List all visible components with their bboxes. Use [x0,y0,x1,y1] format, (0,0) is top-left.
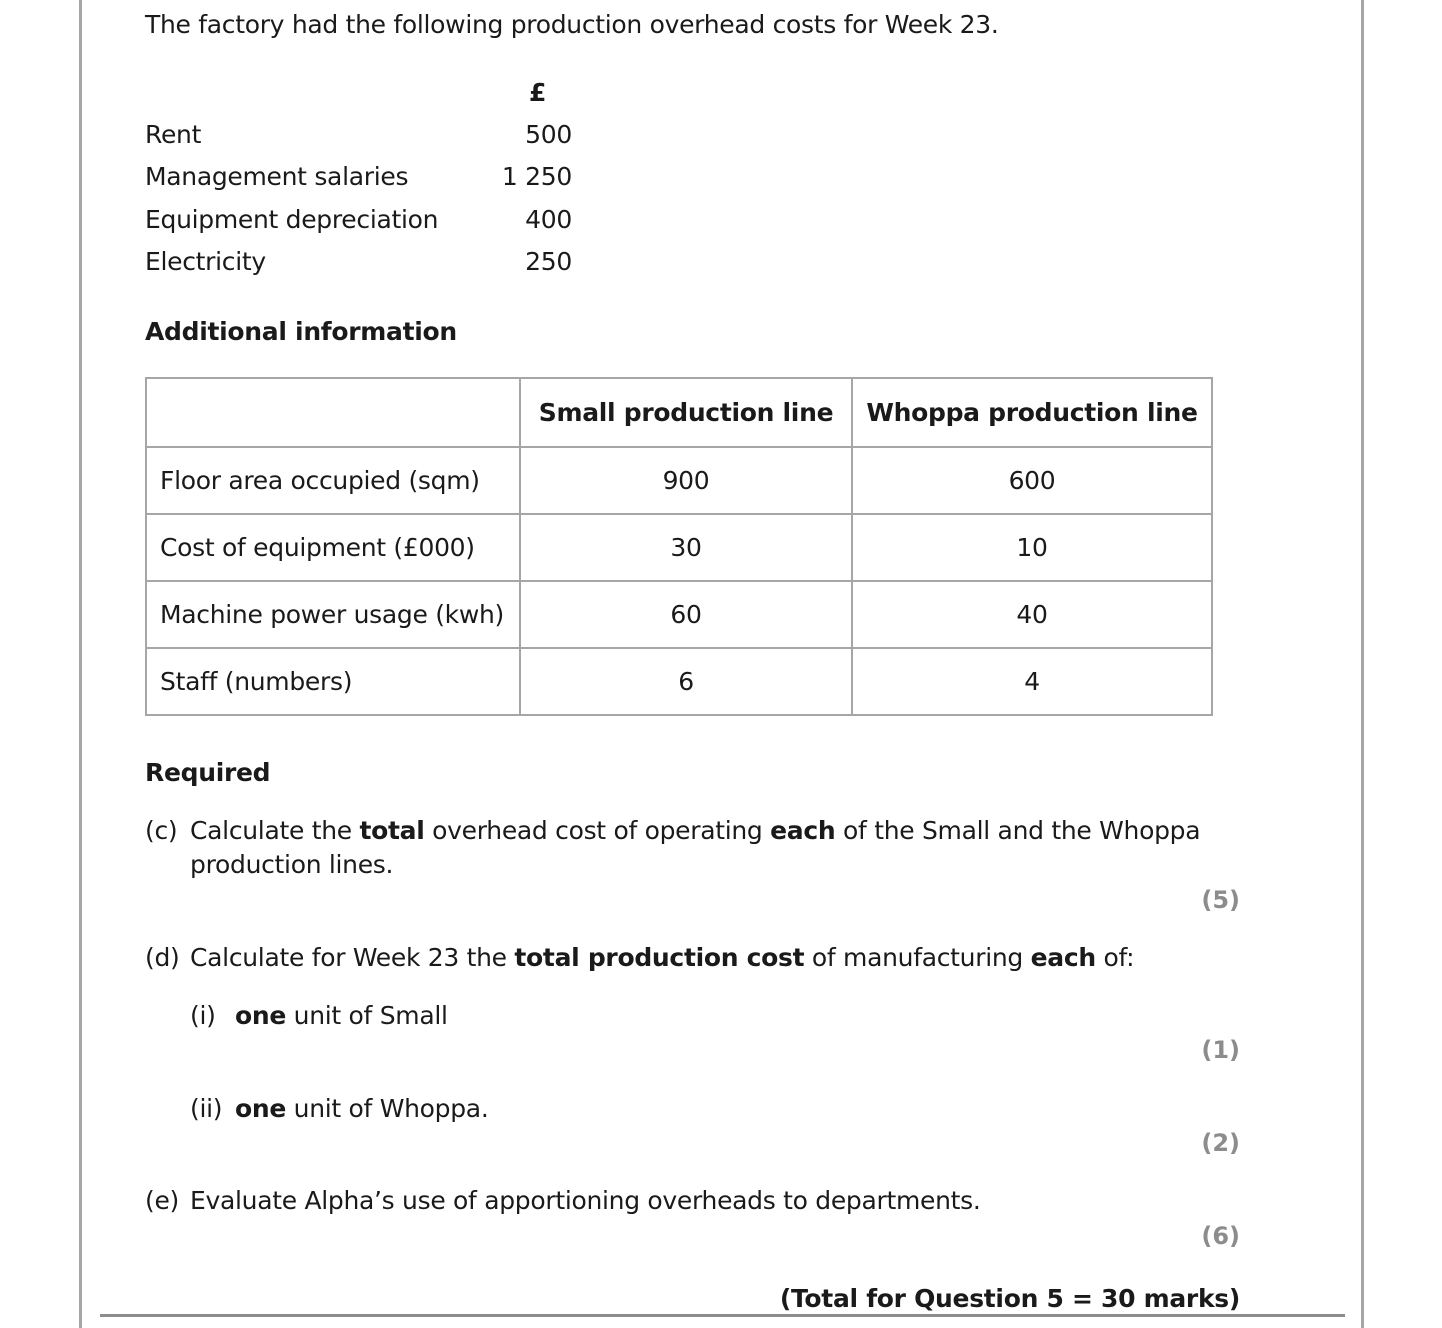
intro-text: The factory had the following production overhead costs for Week 23. [145,10,999,39]
mark-allocation: (6) [1201,1222,1240,1250]
bottom-rule [100,1314,1345,1317]
cost-value: 400 [525,205,572,234]
header-cell [146,378,520,447]
cost-label: Management salaries [145,162,409,191]
subquestion-text: one unit of Whoppa. [235,1094,489,1123]
question-text-line2: production lines. [190,850,394,879]
header-cell: Whoppa production line [852,378,1212,447]
info-table [145,377,1213,716]
subquestion-number: (ii) [190,1094,223,1123]
mark-allocation: (1) [1201,1036,1240,1064]
row-label: Staff (numbers) [146,648,520,715]
left-margin-line [79,0,82,1328]
mark-allocation: (5) [1201,886,1240,914]
question-text: Calculate the total overhead cost of operating each of the Small and the Whoppa [190,816,1201,845]
cost-label: Rent [145,120,202,149]
cell-whoppa: 4 [852,648,1212,715]
subquestion-text: one unit of Small [235,1001,448,1030]
cost-label: Equipment depreciation [145,205,439,234]
table-header-row [146,378,1212,447]
table-row [146,648,1212,715]
question-number: (c) [145,816,178,845]
question-total: (Total for Question 5 = 30 marks) [779,1284,1240,1313]
cell-small: 900 [520,447,852,514]
cell-whoppa: 600 [852,447,1212,514]
required-heading: Required [145,758,271,787]
cell-whoppa: 10 [852,514,1212,581]
cell-small: 6 [520,648,852,715]
row-label: Cost of equipment (£000) [146,514,520,581]
subquestion-number: (i) [190,1001,216,1030]
mark-allocation: (2) [1201,1129,1240,1157]
row-label: Floor area occupied (sqm) [146,447,520,514]
cell-whoppa: 40 [852,581,1212,648]
cell-small: 60 [520,581,852,648]
right-margin-line [1361,0,1364,1328]
row-label: Machine power usage (kwh) [146,581,520,648]
table-row [146,447,1212,514]
currency-header: £ [529,78,547,107]
cost-label: Electricity [145,247,266,276]
header-cell: Small production line [520,378,852,447]
question-text: Calculate for Week 23 the total production cost of manufacturing each of: [190,943,1135,972]
table-row [146,581,1212,648]
additional-heading: Additional information [145,317,457,346]
cell-small: 30 [520,514,852,581]
table-row [146,514,1212,581]
cost-value: 500 [525,120,572,149]
cost-value: 1 250 [501,162,572,191]
cost-value: 250 [525,247,572,276]
question-number: (e) [145,1186,179,1215]
question-number: (d) [145,943,180,972]
question-text: Evaluate Alpha’s use of apportioning overheads to departments. [190,1186,981,1215]
